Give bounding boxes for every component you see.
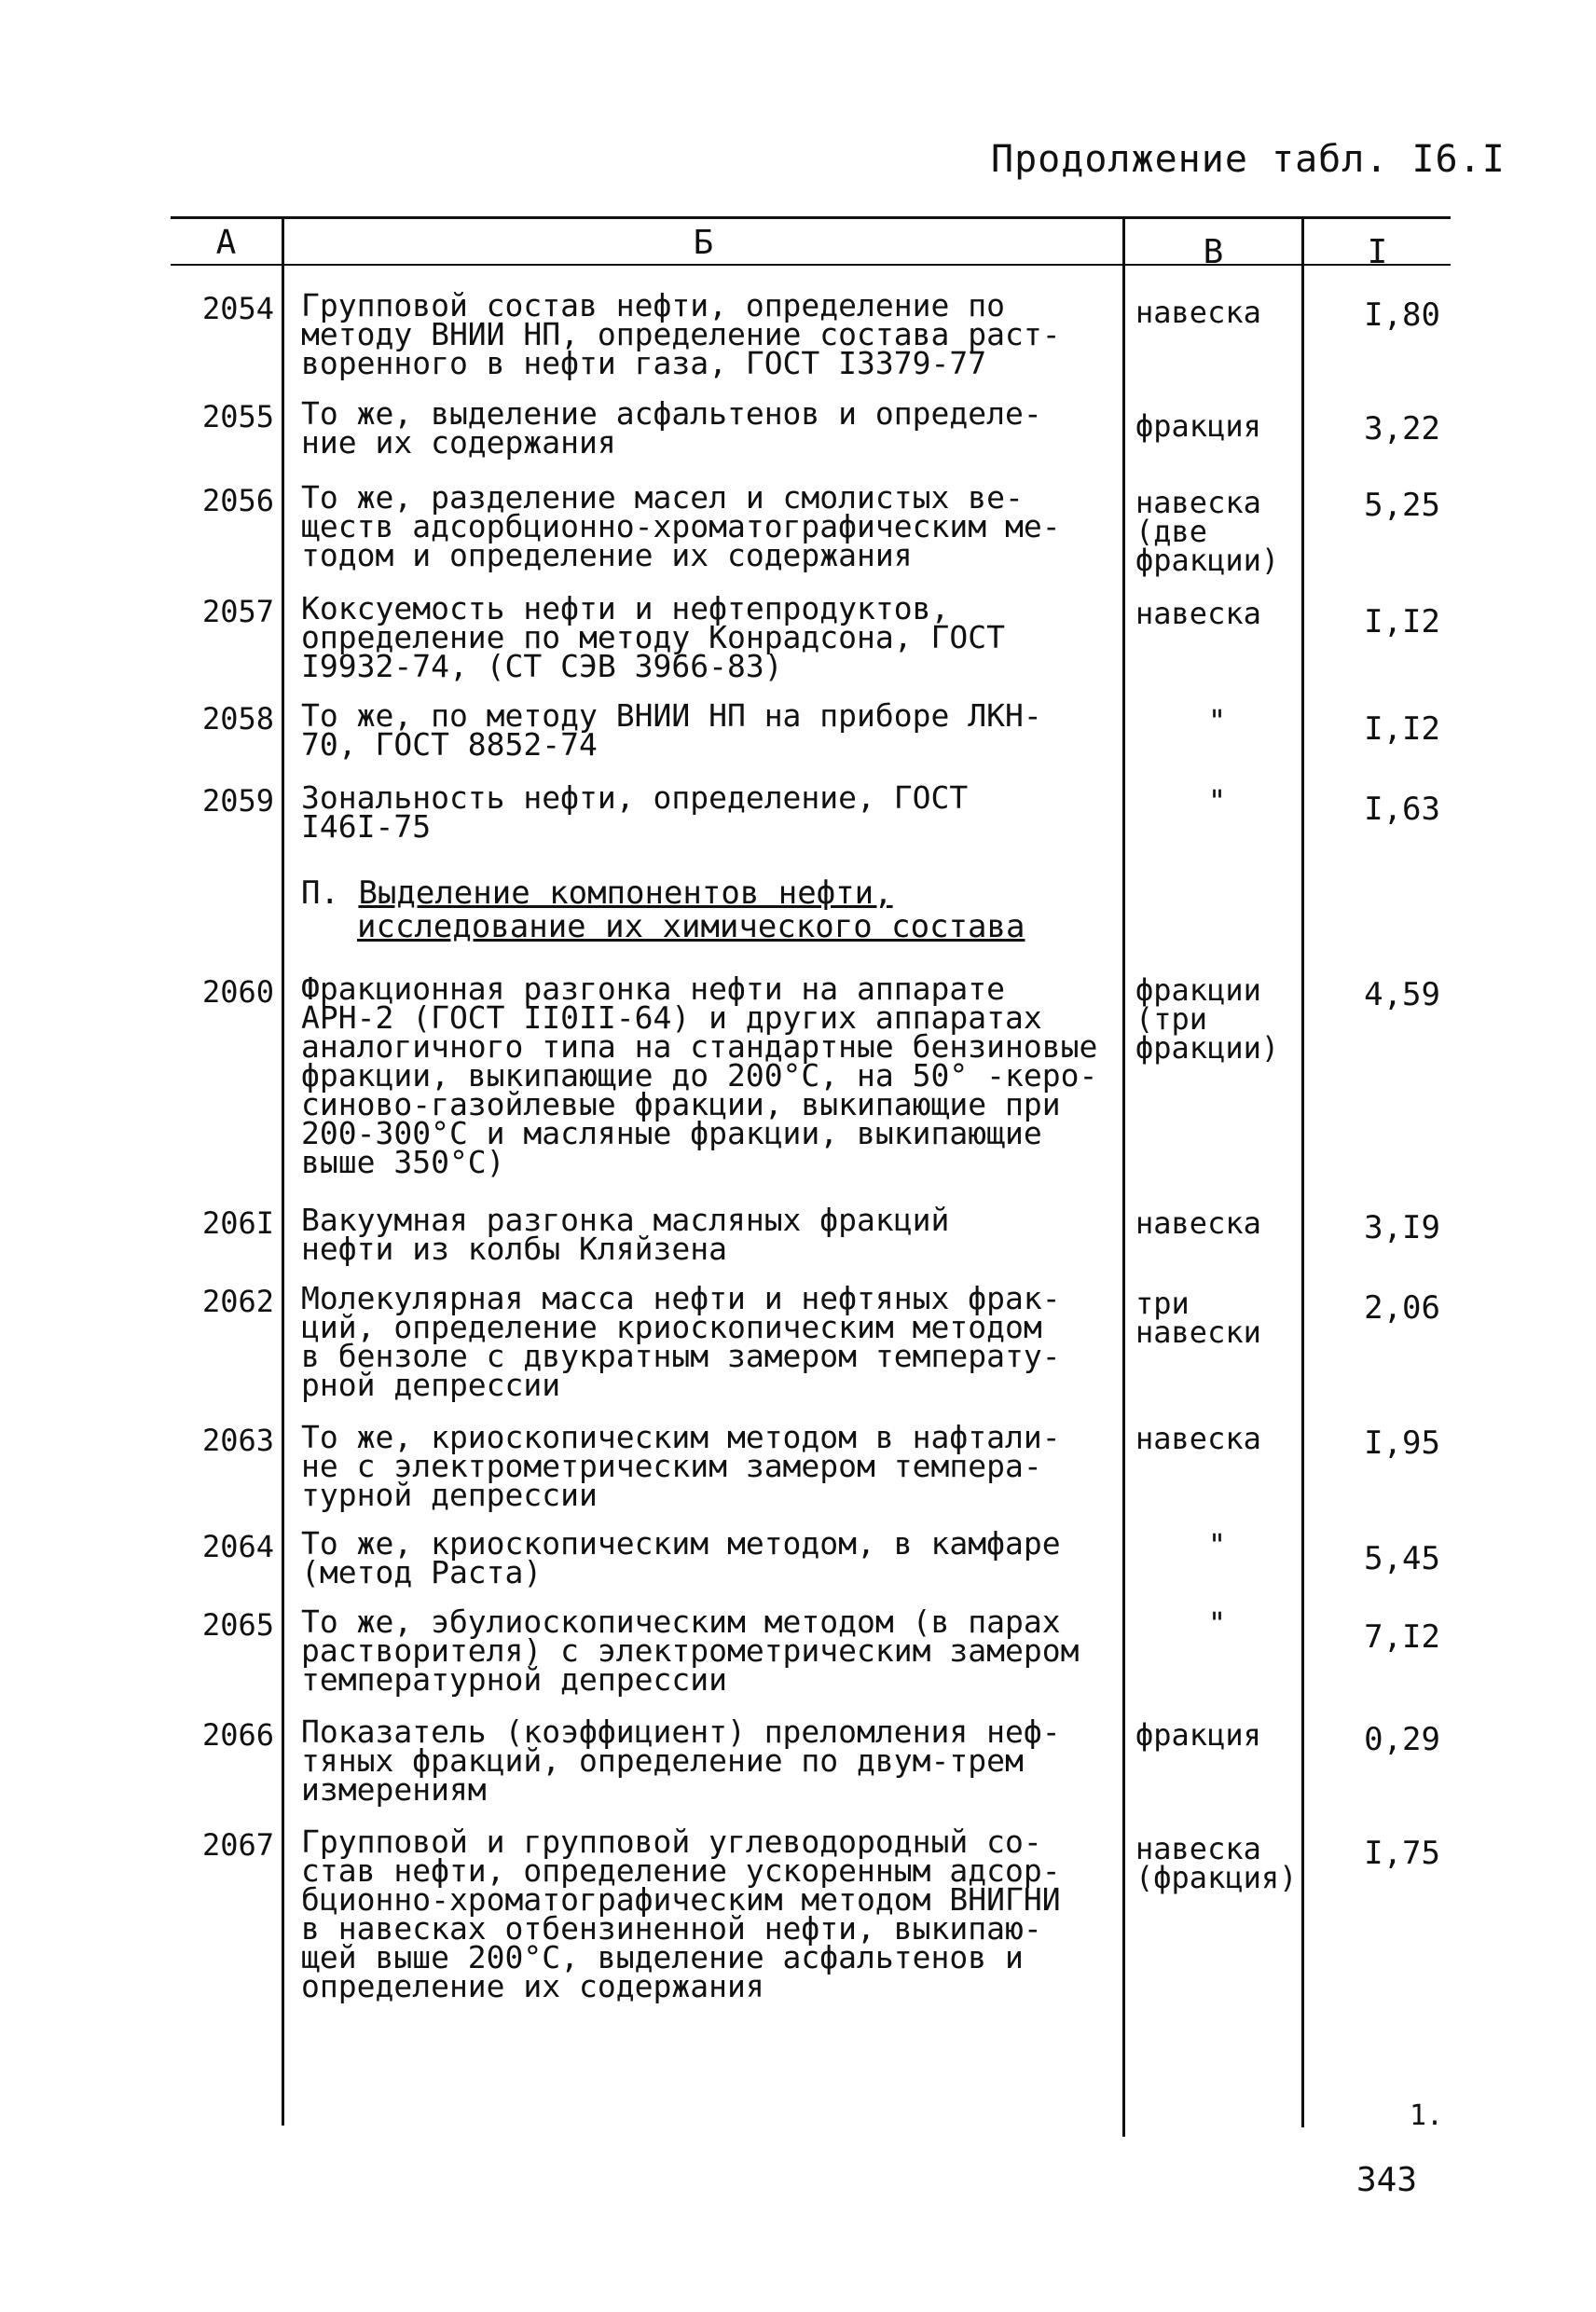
- row-number: 2055: [201, 399, 274, 434]
- row-number: 206I: [201, 1205, 274, 1241]
- section-title-line-1: Выделение компонентов нефти,: [358, 874, 893, 912]
- row-number: 2067: [201, 1827, 274, 1863]
- row-value: 0,29: [1364, 1721, 1440, 1758]
- table-top-rule: [171, 216, 1451, 219]
- row-value: 2,06: [1364, 1289, 1440, 1327]
- row-value: I,63: [1364, 791, 1440, 828]
- row-value: I,75: [1364, 1835, 1440, 1872]
- row-value: 5,45: [1364, 1540, 1440, 1577]
- row-unit: навеска: [1135, 1205, 1261, 1241]
- row-description: То же, криоскопическим методом, в камфаре (метод Раста): [301, 1525, 1061, 1590]
- row-number: 2062: [201, 1284, 274, 1319]
- row-value: I,I2: [1364, 710, 1440, 748]
- row-number: 2066: [201, 1717, 274, 1753]
- header-col-a: А: [215, 224, 237, 262]
- row-number: 2057: [201, 594, 274, 629]
- row-number: 2060: [201, 974, 274, 1010]
- row-unit: навеска: [1135, 1421, 1261, 1456]
- row-unit: ": [1207, 1605, 1227, 1641]
- row-unit: фракция: [1135, 1717, 1261, 1753]
- row-unit: ": [1207, 1527, 1227, 1562]
- row-unit: фракция: [1135, 408, 1261, 444]
- row-description: Коксуемость нефти и нефтепродуктов, определение по методу Конрадсона, ГОСТ I9932-74, (СТ СЭВ 3966-83): [301, 590, 1005, 684]
- row-value: I,80: [1364, 296, 1440, 334]
- row-value: 5,25: [1364, 487, 1440, 524]
- column-divider-a-b: [282, 216, 284, 2126]
- table-caption: Продолжение табл. I6.I: [991, 138, 1506, 181]
- row-unit: три навески: [1135, 1286, 1261, 1350]
- row-value: 7,I2: [1364, 1618, 1440, 1656]
- row-unit: навеска (две фракции): [1135, 485, 1280, 578]
- row-unit: навеска: [1135, 295, 1261, 330]
- row-unit: ": [1207, 703, 1227, 738]
- row-unit: ": [1207, 783, 1227, 819]
- section-number: П.: [301, 874, 339, 912]
- row-unit: навеска: [1135, 596, 1261, 631]
- row-description: Зональность нефти, определение, ГОСТ I46I-75: [301, 779, 969, 845]
- row-description: Фракционная разгонка нефти на аппарате АРН-2 (ГОСТ II0II-64) и других аппаратах аналогичного типа на стандартные бензиновые фракции, выкипающие до 200°С, на 50° -керо- синово-газойлевые фракции, выкипающие при 200-300°С и масляные фракции, выкипающие выше 350°С): [301, 970, 1098, 1180]
- row-number: 2058: [201, 701, 274, 736]
- row-value: 4,59: [1364, 976, 1440, 1013]
- row-value: 3,22: [1364, 410, 1440, 447]
- row-value: I,I2: [1364, 603, 1440, 640]
- section-heading: [301, 876, 1140, 943]
- header-col-c: В: [1203, 233, 1224, 271]
- row-description: Молекулярная масса нефти и нефтяных фрак- ций, определение криоскопическим методом в бензоле с двукратным замером температу- рной депрессии: [301, 1280, 1061, 1403]
- section-title-line-2: исследование их химического состава: [357, 908, 1025, 945]
- row-description: То же, выделение асфальтенов и определе- ние их содержания: [301, 395, 1042, 461]
- column-divider-c-d: [1301, 216, 1304, 2127]
- row-number: 2059: [201, 783, 274, 819]
- row-number: 2054: [201, 291, 274, 326]
- row-unit: навеска (фракция): [1135, 1831, 1298, 1895]
- row-number: 2065: [201, 1607, 274, 1643]
- row-number: 2056: [201, 483, 274, 518]
- row-unit: фракции (три фракции): [1135, 972, 1280, 1066]
- row-number: 2064: [201, 1529, 274, 1564]
- row-description: То же, эбулиоскопическим методом (в парах растворителя) с электрометрическим замером температурной депрессии: [301, 1603, 1080, 1698]
- row-description: Показатель (коэффициент) преломления неф- тяных фракций, определение по двум-трем измерениям: [301, 1713, 1061, 1808]
- row-description: То же, разделение масел и смолистых ве- ществ адсорбционно-хроматографическим ме- тодом и определение их содержания: [301, 479, 1061, 573]
- column-divider-b-c: [1122, 216, 1125, 2137]
- row-description: То же, криоскопическим методом в нафтали- не с электрометрическим замером темпера- турной депрессии: [301, 1419, 1061, 1513]
- page-number: 343: [1356, 2161, 1418, 2199]
- row-description: Групповой состав нефти, определение по методу ВНИИ НП, определение состава раст- воренного в нефти газа, ГОСТ I3379-77: [301, 287, 1061, 381]
- row-description: Групповой и групповой углеводородный со- став нефти, определение ускоренным адсор- бционно-хроматографическим методом ВНИГНИ в навесках отбензиненной нефти, выкипаю- щей выше 200°С, выделение асфальтенов и определение их содержания: [301, 1823, 1061, 2004]
- margin-mark: 1.: [1410, 2099, 1444, 2132]
- header-col-d: I: [1367, 233, 1388, 271]
- row-description: То же, по методу ВНИИ НП на приборе ЛКН- 70, ГОСТ 8852-74: [301, 697, 1042, 763]
- row-number: 2063: [201, 1423, 274, 1458]
- row-description: Вакуумная разгонка масляных фракций нефти из колбы Кляйзена: [301, 1202, 950, 1267]
- row-value: I,95: [1364, 1424, 1440, 1462]
- row-value: 3,I9: [1364, 1209, 1440, 1246]
- header-col-b: Б: [693, 224, 714, 262]
